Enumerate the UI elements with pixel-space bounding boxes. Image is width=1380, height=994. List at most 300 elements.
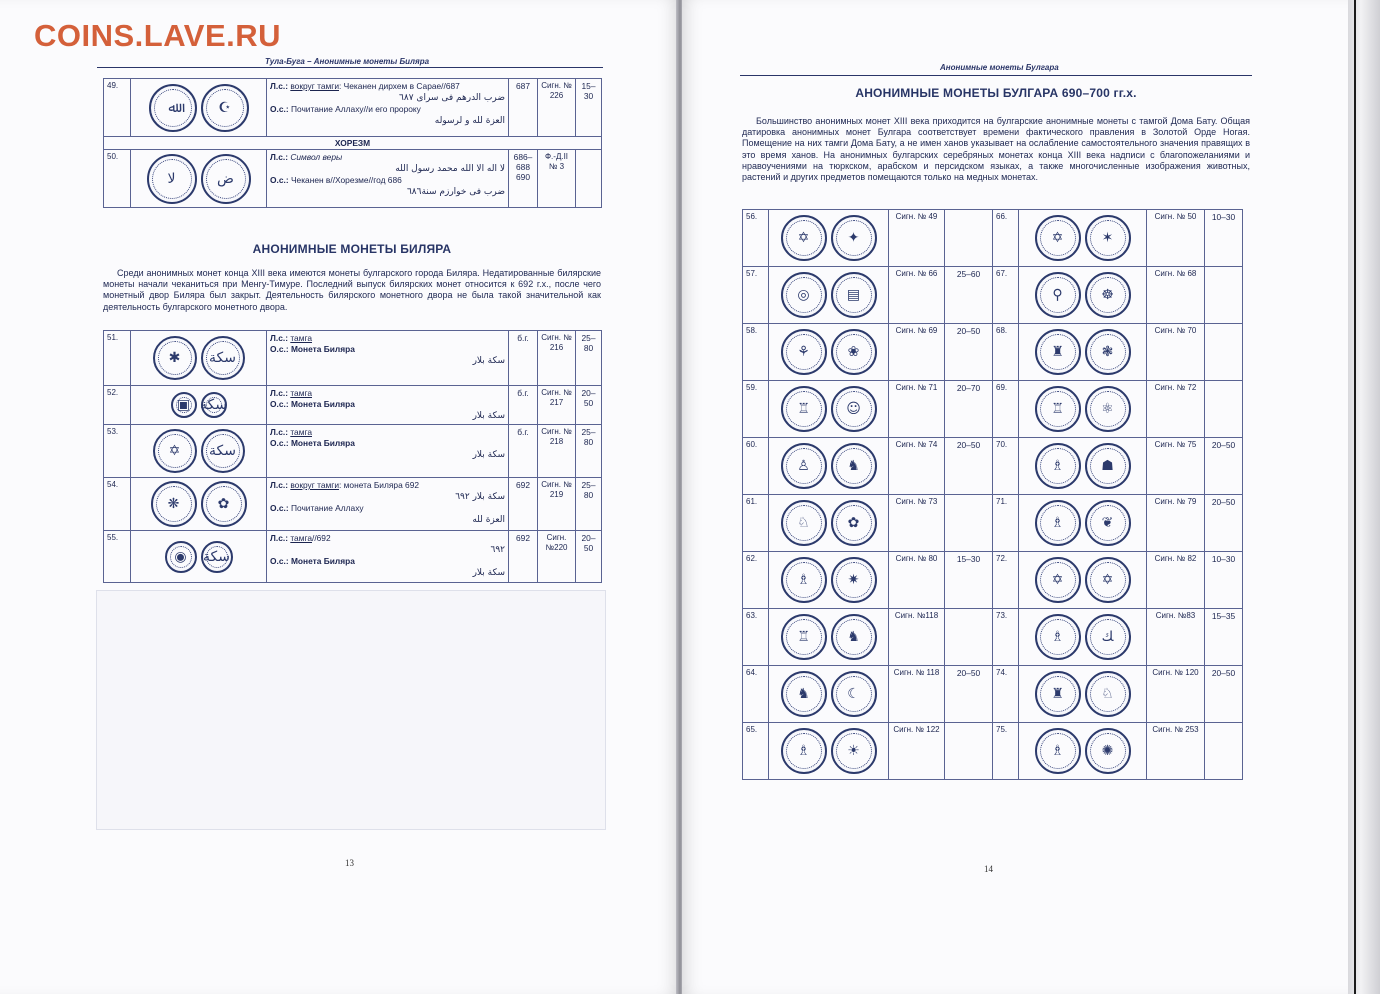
catalog-number-left: 63. [743, 609, 769, 666]
coin-pair [133, 152, 264, 205]
coin-reverse [1085, 614, 1131, 660]
legend-bold: Монета Биляра [290, 556, 355, 566]
coin-obverse-glyph: ♙ [797, 458, 810, 474]
coin-obverse [149, 84, 197, 132]
rarity-value [945, 723, 993, 780]
coin-reverse-glyph: ☾ [847, 686, 860, 702]
reference: Сигн. № 68 [1147, 267, 1205, 324]
table-row [104, 478, 602, 531]
coin-reverse [1085, 671, 1131, 717]
coin-pair [133, 480, 264, 528]
coin-pair [771, 611, 886, 663]
coin-reverse-glyph: ✿ [217, 496, 230, 512]
rarity-value: 15–30 [576, 79, 602, 137]
coin-reverse [201, 429, 245, 473]
coin-obverse [781, 557, 827, 603]
coin-images-cell [1019, 609, 1147, 666]
catalog-number: 55. [104, 531, 131, 583]
coin-reverse [201, 84, 249, 132]
legend-line [270, 399, 505, 410]
coin-reverse-glyph: ♞ [847, 458, 860, 474]
coin-reverse-glyph: ☀ [847, 743, 860, 759]
coin-reverse-glyph: ❦ [1101, 515, 1114, 531]
coin-obverse [1035, 215, 1081, 261]
catalog-number-right: 68. [993, 324, 1019, 381]
date-ah: 692 [509, 531, 538, 583]
coin-pair [1021, 269, 1144, 321]
coin-pair [133, 333, 264, 383]
reference: Сигн. № 82 [1147, 552, 1205, 609]
coin-pair [1021, 497, 1144, 549]
side-label: О.с.: [270, 104, 291, 114]
side-label: О.с.: [270, 556, 291, 566]
arabic-legend: سكة بلار [472, 411, 505, 421]
date-ah: 686–688 690 [509, 150, 538, 208]
coin-obverse [153, 336, 197, 380]
rarity-value [1205, 267, 1243, 324]
coin-obverse [153, 429, 197, 473]
coin-images-cell [1019, 267, 1147, 324]
reference: Сигн. № 219 [538, 478, 576, 531]
rarity-value: 25–80 [576, 478, 602, 531]
coin-obverse-glyph: ♗ [797, 743, 810, 759]
coin-reverse [1085, 272, 1131, 318]
coin-pair [1021, 668, 1144, 720]
table-row [743, 723, 1243, 780]
coin-reverse [201, 392, 227, 418]
reference: Сигн. № 122 [889, 723, 945, 780]
region-banner: ХОРЕЗМ [104, 137, 602, 150]
coin-obverse-glyph: ▣ [176, 397, 191, 413]
reference: Сигн. № 50 [1147, 210, 1205, 267]
reference: Сигн. № 79 [1147, 495, 1205, 552]
table-row [743, 267, 1243, 324]
table-row [743, 666, 1243, 723]
coin-images-cell [1019, 552, 1147, 609]
reference: Сигн. № 70 [1147, 324, 1205, 381]
side-label: Л.с.: [270, 480, 291, 490]
coin-pair [771, 269, 886, 321]
catalog-number-left: 60. [743, 438, 769, 495]
rarity-value: 20–50 [945, 324, 993, 381]
catalog-number: 54. [104, 478, 131, 531]
side-label: Л.с.: [270, 533, 291, 543]
catalog-number-left: 64. [743, 666, 769, 723]
coin-pair [133, 427, 264, 475]
coin-pair [771, 326, 886, 378]
coin-obverse [147, 154, 197, 204]
reference: Сигн. № 216 [538, 331, 576, 386]
page-number: 14 [984, 864, 993, 874]
coin-reverse-glyph: ☗ [1101, 458, 1114, 474]
coin-reverse [201, 154, 251, 204]
coin-obverse-glyph: ♗ [1051, 458, 1064, 474]
coin-images-cell [1019, 495, 1147, 552]
catalog-number-right: 67. [993, 267, 1019, 324]
legend-text: Почитание Аллаху//и его пророку [290, 104, 421, 114]
side-label: О.с.: [270, 344, 291, 354]
reference: Сигн. № 218 [538, 425, 576, 478]
coin-images-cell [1019, 666, 1147, 723]
catalog-number-left: 61. [743, 495, 769, 552]
reference: Сигн. № 49 [889, 210, 945, 267]
reference: Сигн. № 73 [889, 495, 945, 552]
coin-reverse [831, 443, 877, 489]
coin-pair [1021, 554, 1144, 606]
coin-images-cell [131, 79, 267, 137]
coin-reverse [1085, 443, 1131, 489]
coin-reverse-glyph: ☸ [1101, 287, 1114, 303]
legend-underlined: тамга [290, 427, 312, 437]
coin-obverse [781, 272, 827, 318]
date-ah: 692 [509, 478, 538, 531]
coin-obverse-glyph: ⚘ [797, 344, 810, 360]
coin-pair [771, 554, 886, 606]
coin-reverse-glyph: ♘ [1101, 686, 1114, 702]
table-row [743, 495, 1243, 552]
coin-reverse [1085, 728, 1131, 774]
coin-reverse [831, 386, 877, 432]
coin-reverse [1085, 215, 1131, 261]
coin-obverse-glyph: ✡ [168, 443, 181, 459]
legend-text: //692 [312, 533, 331, 543]
coin-reverse-glyph: ▤ [846, 287, 861, 303]
reference: Сигн. № 71 [889, 381, 945, 438]
coin-obverse-glyph: ✡ [797, 230, 810, 246]
description-cell [267, 79, 509, 137]
table-row [104, 150, 602, 208]
coin-obverse-glyph: ♖ [797, 629, 810, 645]
legend-line [270, 503, 505, 514]
legend-bold: Монета Биляра [290, 344, 355, 354]
coin-pair [1021, 611, 1144, 663]
catalog-number-left: 57. [743, 267, 769, 324]
page-edge [1348, 0, 1380, 994]
table-row [104, 425, 602, 478]
rarity-value: 20–50 [576, 531, 602, 583]
intro-paragraph: Большинство анонимных монет XIII века приходится на булгарские анонимные монеты с тамгой Дома Бату. Общая датировка анонимных монет Булгара соответствует времени фактического правления в Золотой Орде Ногая. Помещение на них тамги Дома Бату, а не имен ханов указывает на ослабление самостоятельного значения правящих в это время ханов. На анонимных булгарских серебряных монетах конца XIII века надписи с благопожеланиями и нравоучениями на тюркском, арабском и персидском языках, а также многочисленные изображения животных, растений и других предметов помещаются только на медных монетах. [742, 116, 1250, 183]
coin-pair [1021, 440, 1144, 492]
table-row [104, 331, 602, 386]
coin-images-cell [769, 723, 889, 780]
page-number: 13 [345, 858, 354, 868]
catalog-number-right: 69. [993, 381, 1019, 438]
coin-reverse-glyph: ﻚ [1101, 629, 1114, 645]
reference: Сигн. № 72 [1147, 381, 1205, 438]
coin-obverse-glyph: ◎ [797, 287, 810, 303]
reference: Сигн. № 226 [538, 79, 576, 137]
coin-table-bilyar [103, 330, 602, 583]
legend-line [270, 81, 505, 92]
legend-bold: Монета Биляра [290, 438, 355, 448]
legend-line [270, 427, 505, 438]
left-page [0, 0, 678, 994]
coin-obverse [1035, 614, 1081, 660]
coin-obverse [781, 728, 827, 774]
table-row [104, 79, 602, 137]
section-title: АНОНИМНЫЕ МОНЕТЫ БИЛЯРА [252, 242, 452, 256]
rarity-value: 15–35 [1205, 609, 1243, 666]
reference: Ф.-Д.II № 3 [538, 150, 576, 208]
rarity-value: 20–50 [945, 438, 993, 495]
coin-images-cell [131, 386, 267, 425]
coin-obverse-glyph: ✡ [1051, 230, 1064, 246]
rarity-value [576, 150, 602, 208]
description-cell [267, 531, 509, 583]
side-label: Л.с.: [270, 333, 291, 343]
rarity-value [945, 495, 993, 552]
rarity-value: 20–50 [1205, 495, 1243, 552]
side-label: Л.с.: [270, 152, 291, 162]
table-row [104, 386, 602, 425]
legend-line [270, 556, 505, 567]
running-head: Анонимные монеты Булгара [940, 63, 1059, 72]
coin-images-cell [769, 609, 889, 666]
table-row [743, 552, 1243, 609]
rarity-value: 20–70 [945, 381, 993, 438]
coin-pair [771, 440, 886, 492]
rarity-value [945, 210, 993, 267]
reference: Сигн. № 217 [538, 386, 576, 425]
date-ah: б.г. [509, 425, 538, 478]
coin-reverse-glyph: ✶ [1101, 230, 1114, 246]
header-rule [740, 75, 1252, 76]
catalog-number-right: 70. [993, 438, 1019, 495]
table-row [743, 438, 1243, 495]
coin-reverse [831, 500, 877, 546]
coin-obverse-glyph: ♖ [797, 401, 810, 417]
coin-obverse-glyph: ⚲ [1052, 287, 1063, 303]
coin-pair [133, 388, 264, 422]
arabic-legend: العزة لله و لرسوله [434, 116, 505, 126]
side-label: Л.с.: [270, 81, 291, 91]
site-watermark: COINS.LAVE.RU [34, 18, 282, 53]
coin-obverse [781, 671, 827, 717]
date-ah: 687 [509, 79, 538, 137]
coin-reverse [831, 557, 877, 603]
side-label: Л.с.: [270, 427, 291, 437]
coin-images-cell [769, 210, 889, 267]
coin-obverse [1035, 671, 1081, 717]
coin-images-cell [769, 381, 889, 438]
legend-underlined: тамга [290, 533, 312, 543]
coin-reverse [831, 272, 877, 318]
coin-reverse-glyph: سكة [209, 443, 236, 459]
catalog-number-left: 59. [743, 381, 769, 438]
rarity-value: 25–80 [576, 425, 602, 478]
coin-images-cell [769, 324, 889, 381]
coin-reverse [831, 671, 877, 717]
reference: Сигн. №220 [538, 531, 576, 583]
bleed-through-shadow [96, 590, 606, 830]
coin-table-bulgar [742, 209, 1243, 780]
reference: Сигн. № 69 [889, 324, 945, 381]
coin-images-cell [131, 478, 267, 531]
coin-pair [133, 533, 264, 580]
coin-reverse [201, 481, 247, 527]
coin-obverse [1035, 443, 1081, 489]
rarity-value [1205, 324, 1243, 381]
coin-obverse-glyph: ♞ [797, 686, 810, 702]
coin-obverse [781, 386, 827, 432]
legend-text: : монета Биляра 692 [339, 480, 420, 490]
coin-pair [1021, 326, 1144, 378]
coin-obverse-glyph: ✡ [1051, 572, 1064, 588]
section-title: АНОНИМНЫЕ МОНЕТЫ БУЛГАРА 690–700 гг.х. [855, 86, 1137, 100]
legend-bold: Монета Биляра [290, 399, 355, 409]
coin-obverse [171, 392, 197, 418]
legend-line [270, 175, 505, 186]
coin-obverse-glyph: ♘ [797, 515, 810, 531]
coin-obverse [1035, 386, 1081, 432]
coin-images-cell [769, 666, 889, 723]
coin-reverse [1085, 386, 1131, 432]
coin-obverse-glyph: ﻻ [167, 170, 176, 187]
rarity-value: 20–50 [945, 666, 993, 723]
coin-reverse-glyph: ☺ [846, 401, 861, 417]
catalog-number-left: 62. [743, 552, 769, 609]
catalog-number-right: 72. [993, 552, 1019, 609]
coin-reverse [1085, 500, 1131, 546]
region-banner-row [104, 137, 602, 150]
coin-obverse-glyph: ❋ [167, 496, 180, 512]
coin-pair [771, 668, 886, 720]
coin-obverse-glyph: ♗ [1051, 629, 1064, 645]
catalog-number: 50. [104, 150, 131, 208]
arabic-legend: ٦٩٢ [490, 545, 505, 555]
coin-pair [133, 81, 264, 134]
table-row [104, 531, 602, 583]
catalog-number: 53. [104, 425, 131, 478]
coin-images-cell [769, 552, 889, 609]
coin-obverse-glyph: ✱ [168, 350, 181, 366]
rarity-value: 15–30 [945, 552, 993, 609]
legend-underlined: вокруг тамги [290, 81, 340, 91]
right-page [682, 0, 1348, 994]
coin-reverse [831, 614, 877, 660]
catalog-number: 49. [104, 79, 131, 137]
legend-text: Чеканен в//Хорезме//год 686 [290, 175, 402, 185]
coin-obverse [781, 443, 827, 489]
legend-underlined: тамга [290, 388, 312, 398]
arabic-legend: العزة لله [472, 515, 505, 525]
reference: Сигн. №118 [889, 609, 945, 666]
legend-line [270, 333, 505, 344]
coin-reverse-glyph: ✿ [847, 515, 860, 531]
rarity-value: 25–80 [576, 331, 602, 386]
catalog-number-right: 73. [993, 609, 1019, 666]
legend-line [270, 438, 505, 449]
reference: Сигн. № 120 [1147, 666, 1205, 723]
rarity-value: 20–50 [1205, 438, 1243, 495]
coin-obverse [1035, 500, 1081, 546]
coin-obverse [151, 481, 197, 527]
arabic-legend: ضرب فى خوارزم سنة٦٨٦ [406, 187, 505, 197]
legend-text: : Чеканен дирхем в Сарае//687 [339, 81, 460, 91]
coin-reverse [201, 336, 245, 380]
coin-reverse-glyph: ﺽ [217, 170, 234, 187]
coin-obverse [1035, 272, 1081, 318]
coin-obverse-glyph: ♗ [797, 572, 810, 588]
header-rule [97, 67, 603, 68]
legend-text: Почитание Аллаху [290, 503, 364, 513]
reference: Сигн. № 118 [889, 666, 945, 723]
coin-table-top [103, 78, 602, 208]
arabic-legend: ضرب الدرهم فى سراى ٦٨٧ [399, 93, 505, 103]
catalog-number-right: 74. [993, 666, 1019, 723]
coin-obverse-glyph: ﷲ [168, 99, 177, 116]
arabic-legend: سكة بلار ٦٩٢ [455, 492, 505, 502]
arabic-legend: سكة بلار [472, 450, 505, 460]
arabic-legend: سكة بلار [472, 356, 505, 366]
coin-obverse-glyph: ♜ [1051, 686, 1064, 702]
coin-reverse-glyph: ❀ [847, 344, 860, 360]
legend-line [270, 480, 505, 491]
coin-images-cell [131, 331, 267, 386]
legend-line [270, 152, 505, 163]
coin-reverse [1085, 329, 1131, 375]
coin-reverse-glyph: ☪ [218, 99, 231, 116]
side-label: О.с.: [270, 438, 291, 448]
rarity-value [1205, 723, 1243, 780]
date-ah: б.г. [509, 331, 538, 386]
coin-obverse [781, 215, 827, 261]
coin-reverse-glyph: ✡ [1101, 572, 1114, 588]
coin-obverse-glyph: ♜ [1051, 344, 1064, 360]
arabic-legend: سكة بلار [472, 568, 505, 578]
coin-images-cell [1019, 381, 1147, 438]
catalog-number-left: 58. [743, 324, 769, 381]
table-row [743, 609, 1243, 666]
catalog-number-right: 66. [993, 210, 1019, 267]
coin-reverse [831, 329, 877, 375]
coin-reverse-glyph: سكة [203, 548, 230, 565]
legend-italic: Символ веры [290, 152, 343, 162]
coin-images-cell [769, 438, 889, 495]
reference: Сигн. № 253 [1147, 723, 1205, 780]
intro-paragraph: Среди анонимных монет конца XIII века имеются монеты булгарского города Биляра. Недатированные билярские монеты начали чеканиться при Менгу-Тимуре. Последний выпуск билярских монет относится к 692 г.х., после чего монетный двор Биляра был закрыт. Деятельность билярского монетного двора не была такой значительной как деятельность булгарского монетного двора. [103, 268, 601, 312]
side-label: О.с.: [270, 503, 291, 513]
coin-reverse-glyph: سكة [209, 350, 236, 366]
coin-images-cell [1019, 324, 1147, 381]
coin-obverse-glyph: ♗ [1051, 743, 1064, 759]
side-label: Л.с.: [270, 388, 291, 398]
coin-obverse [165, 541, 197, 573]
description-cell [267, 331, 509, 386]
coin-obverse [781, 329, 827, 375]
coin-pair [771, 497, 886, 549]
catalog-number: 52. [104, 386, 131, 425]
coin-pair [1021, 212, 1144, 264]
coin-pair [1021, 725, 1144, 777]
reference: Сигн. № 75 [1147, 438, 1205, 495]
coin-images-cell [769, 495, 889, 552]
reference: Сигн. № 66 [889, 267, 945, 324]
table-row [743, 381, 1243, 438]
rarity-value: 20–50 [576, 386, 602, 425]
rarity-value: 20–50 [1205, 666, 1243, 723]
legend-underlined: вокруг тамги [290, 480, 340, 490]
coin-obverse [781, 614, 827, 660]
coin-obverse [1035, 557, 1081, 603]
description-cell [267, 150, 509, 208]
catalog-number-right: 71. [993, 495, 1019, 552]
coin-reverse [201, 541, 233, 573]
legend-line [270, 344, 505, 355]
coin-reverse [831, 728, 877, 774]
coin-images-cell [131, 531, 267, 583]
reference: Сигн. № 80 [889, 552, 945, 609]
